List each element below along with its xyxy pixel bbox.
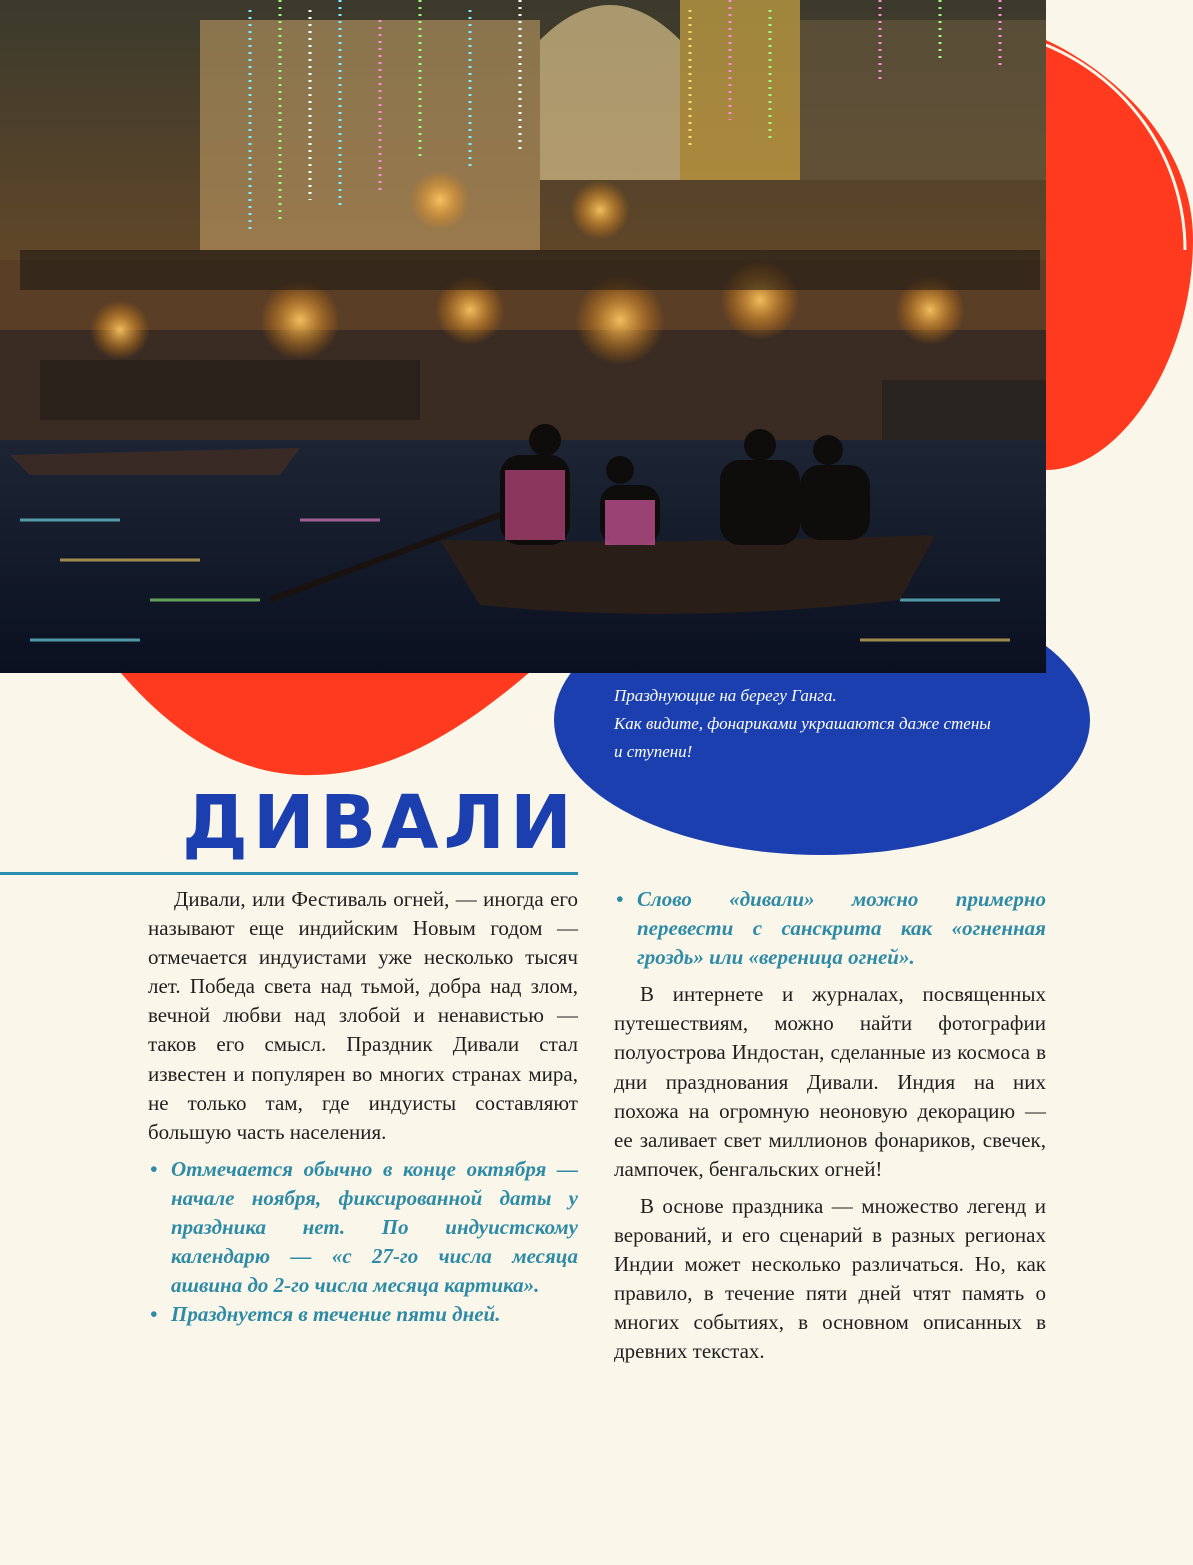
page-title: ДИВАЛИ [182, 780, 577, 866]
caption-line: Празднующие на берегу Ганга. [614, 686, 837, 705]
bullet-dot-icon: • [150, 1302, 158, 1327]
bullet-text: Слово «дивали» можно примерно перевести с санскрита как «огненная гроздь» или «вереница огней». [637, 887, 1046, 970]
body-paragraph: В интернете и журналах, посвященных путешествиям, можно найти фотографии полуострова Индостан, сделанные из космоса в дни празднования Дивали. Индия на них похожа на огромную неоновую декорацию — ее заливает свет миллионов фонариков, свечек, лампочек, бенгальских огней! [614, 982, 1046, 1181]
intro-paragraph: Дивали, или Фестиваль огней, — иногда его называют еще индийским Новым годом — отмечается индуистами уже несколько тысяч лет. Победа света над тьмой, добра над злом, вечной любви над злобой и ненавистью — таков его смысл. Праздник Дивали стал известен и популярен во многих странах мира, не только там, где индуисты составляют большую часть населения. [148, 887, 578, 1144]
right-column [614, 885, 1046, 1367]
bullet-item [148, 1155, 578, 1300]
caption-line: и ступени! [614, 742, 693, 761]
bullet-dot-icon: • [150, 1156, 158, 1181]
photo-ganges-diwali-boat-icon [0, 0, 1046, 673]
bullet-text: Празднуется в течение пяти дней. [171, 1302, 501, 1327]
body-paragraph: В основе праздника — множество легенд и верований, и его сценарий в разных регионах Индии может несколько различаться. Но, как правило, в течение пяти дней чтят память о многих событиях, в основном описанных в древних текстах. [614, 1193, 1046, 1364]
photo-caption [614, 682, 1054, 766]
left-column [148, 885, 578, 1329]
bullet-item [148, 1300, 578, 1329]
bullet-dot-icon: • [616, 887, 624, 911]
caption-line: Как видите, фонариками украшаются даже стены [614, 714, 991, 733]
bullet-text: Отмечается обычно в конце октября — начале ноября, фиксированной даты у праздника нет. По индуистскому календарю — «с 27-го числа месяца ашвина до 2-го числа месяца картика». [171, 1156, 578, 1298]
title-underline [0, 872, 578, 875]
bullet-item [614, 885, 1046, 972]
festival-photo [0, 0, 1046, 673]
